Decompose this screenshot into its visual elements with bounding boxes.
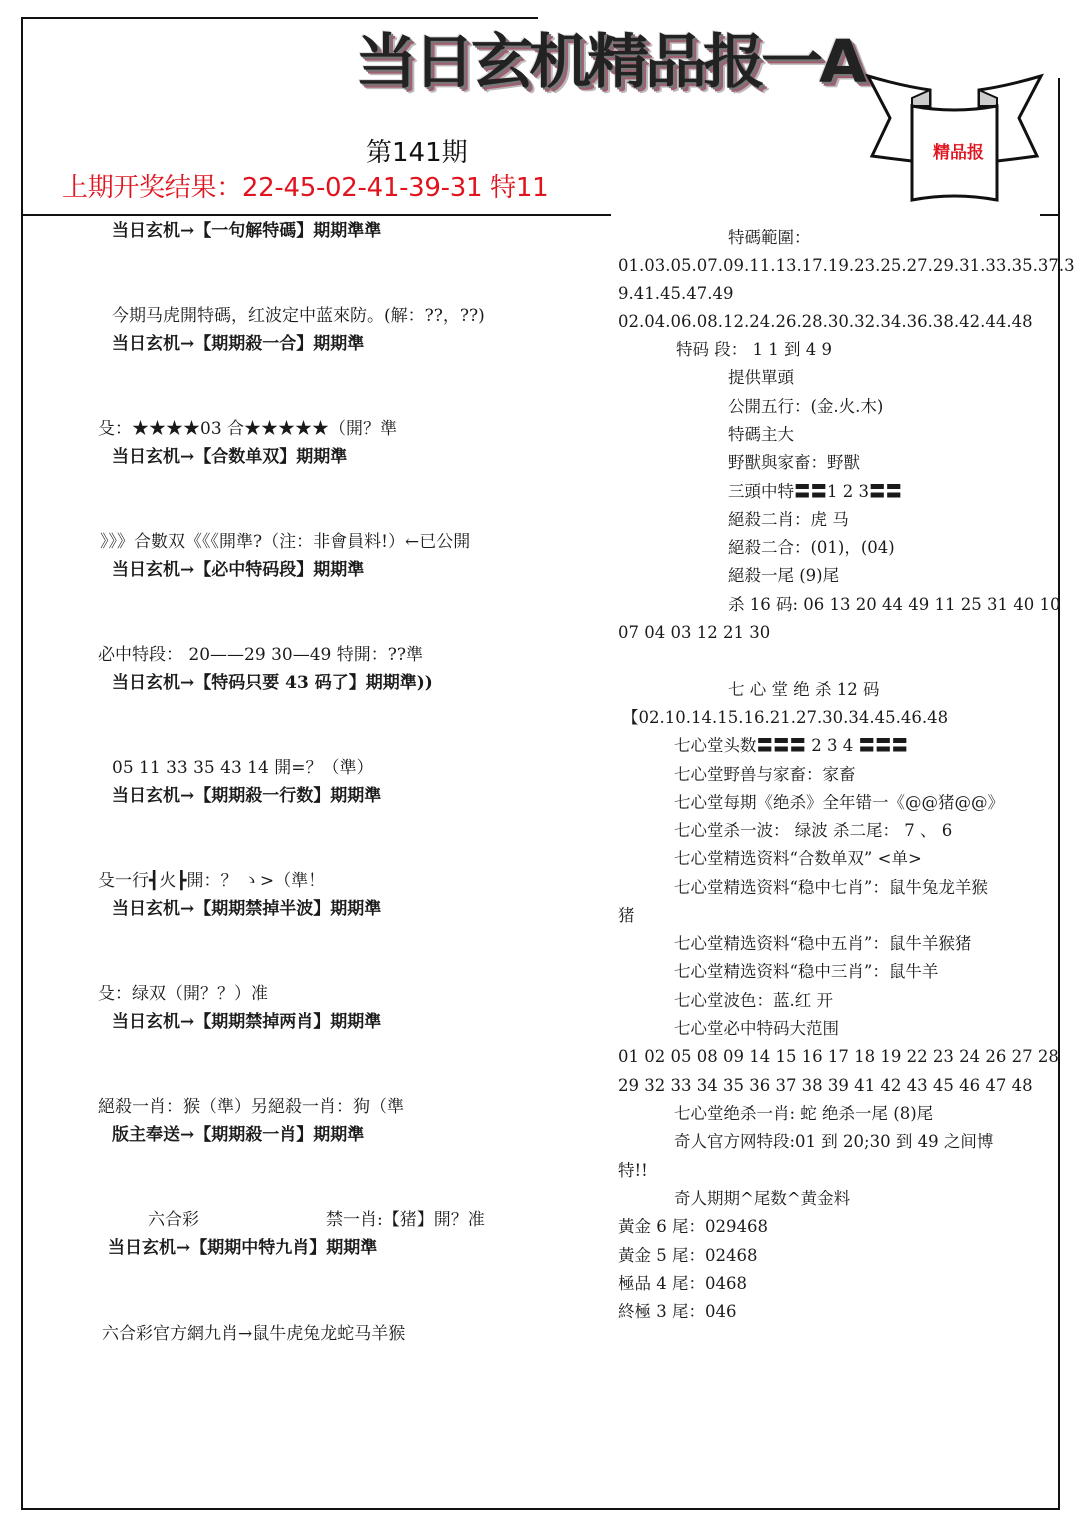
- left-text-line: 版主奉送→【期期殺一肖】期期準: [112, 1125, 365, 1145]
- left-text-line: 殳：★★★★03 合★★★★★（開？準: [98, 419, 398, 439]
- right-text-line: 奇人期期^尾数^黄金料: [674, 1189, 851, 1208]
- left-text-line: 当日玄机→【特码只要 43 码了】期期準)): [112, 673, 433, 693]
- right-text-line: 特碼範圍：: [728, 228, 811, 247]
- frame-right-border: [1058, 78, 1060, 1510]
- right-text-line: 七心堂精选资料“稳中七肖”：鼠牛兔龙羊猴: [674, 878, 988, 897]
- right-text-line: 七心堂杀一波： 绿波 杀二尾： 7 、 6: [674, 821, 953, 840]
- right-text-line: 七心堂头数〓〓〓 2 3 4 〓〓〓: [674, 736, 908, 755]
- right-text-line: 猪: [618, 906, 635, 925]
- header-divider-right: [1040, 214, 1060, 216]
- right-text-line: 杀 16 码: 06 13 20 44 49 11 25 31 40 10: [728, 595, 1061, 614]
- frame-bottom-border: [21, 1508, 1060, 1510]
- masthead-title: 当日玄机精品报一A: [355, 26, 863, 97]
- right-text-line: 絕殺一尾 (9)尾: [728, 566, 840, 585]
- right-text-line: 終極 3 尾：046: [618, 1302, 737, 1321]
- left-text-line: 禁一肖:【猪】開？准: [326, 1210, 485, 1230]
- right-text-line: 七心堂精选资料“稳中三肖”：鼠牛羊: [674, 962, 939, 981]
- right-text-line: 七心堂精选资料“稳中五肖”：鼠牛羊猴猪: [674, 934, 972, 953]
- issue-number: 第141期: [366, 138, 468, 168]
- right-text-line: 公開五行：(金.火.木): [728, 397, 884, 416]
- right-text-line: 七心堂精选资料“合数单双” <单>: [674, 849, 922, 868]
- right-text-line: 三頭中特〓〓1 2 3〓〓: [728, 482, 902, 501]
- right-text-line: 黃金 5 尾：02468: [618, 1246, 758, 1265]
- frame-left-border: [21, 17, 23, 1510]
- right-text-line: 【02.10.14.15.16.21.27.30.34.45.46.48: [622, 708, 949, 727]
- right-text-line: 07 04 03 12 21 30: [618, 623, 771, 642]
- left-text-line: 必中特段： 20——29 30—49 特開：??準: [98, 645, 423, 665]
- left-text-line: 当日玄机→【一句解特碼】期期準準: [112, 221, 382, 241]
- badge-label: 精品报: [933, 143, 984, 163]
- right-text-line: 特码 段： 1 1 到 4 9: [676, 340, 832, 359]
- right-text-line: 01 02 05 08 09 14 15 16 17 18 19 22 23 24 26 27 28: [618, 1047, 1059, 1066]
- left-text-line: 当日玄机→【期期禁掉两肖】期期準: [112, 1012, 382, 1032]
- right-text-line: 黃金 6 尾：029468: [618, 1217, 768, 1236]
- right-text-line: 02.04.06.08.12.24.26.28.30.32.34.36.38.42.44.48: [618, 312, 1033, 331]
- left-text-line: 当日玄机→【期期殺一行数】期期準: [112, 786, 382, 806]
- left-text-line: 六合彩: [148, 1210, 199, 1230]
- left-text-line: 当日玄机→【期期禁掉半波】期期準: [112, 899, 382, 919]
- right-text-line: 極品 4 尾：0468: [618, 1274, 747, 1293]
- left-text-line: 六合彩官方網九肖→鼠牛虎兔龙蛇马羊猴: [102, 1324, 406, 1344]
- right-text-line: 特碼主大: [728, 425, 794, 444]
- right-text-line: 9.41.45.47.49: [618, 284, 734, 303]
- right-text-line: 29 32 33 34 35 36 37 38 39 41 42 43 45 46 47 48: [618, 1076, 1033, 1095]
- right-text-line: 七 心 堂 绝 杀 12 码: [728, 680, 880, 699]
- header-divider: [21, 214, 611, 216]
- right-text-line: 01.03.05.07.09.11.13.17.19.23.25.27.29.31.33.35.37.3: [618, 256, 1075, 275]
- right-text-line: 絕殺二肖：虎 马: [728, 510, 849, 529]
- right-text-line: 奇人官方网特段:01 到 20;30 到 49 之间博: [674, 1132, 994, 1151]
- left-text-line: 当日玄机→【必中特码段】期期準: [112, 560, 365, 580]
- right-text-line: 七心堂绝杀一肖: 蛇 绝杀一尾 (8)尾: [674, 1104, 934, 1123]
- left-text-line: 当日玄机→【期期中特九肖】期期準: [108, 1238, 378, 1258]
- last-draw-result: 上期开奖结果：22-45-02-41-39-31 特11: [62, 173, 549, 203]
- right-text-line: 野獸與家畜：野獸: [728, 453, 860, 472]
- left-text-line: 今期马虎開特碼，红波定中蓝來防。(解：??，??): [112, 306, 485, 326]
- right-text-line: 特!!: [618, 1161, 648, 1180]
- left-text-line: 》》》合數双《《《開準?（注：非會員料!）←已公開: [100, 532, 471, 552]
- right-text-line: 提供單頭: [728, 368, 794, 387]
- left-text-line: 当日玄机→【合数单双】期期準: [112, 447, 348, 467]
- left-text-line: 殳一行┫火┣開：？ ゝ>（準！: [98, 871, 326, 891]
- left-text-line: 絕殺一肖：猴（準）另絕殺一肖：狗（準: [98, 1097, 404, 1117]
- right-text-line: 七心堂野兽与家畜：家畜: [674, 765, 856, 784]
- frame-top-border: [21, 17, 538, 19]
- right-text-line: 七心堂波色：蓝.红 开: [674, 991, 833, 1010]
- right-text-line: 七心堂必中特码大范围: [674, 1019, 839, 1038]
- left-text-line: 当日玄机→【期期殺一合】期期準: [112, 334, 365, 354]
- right-text-line: 絕殺二合：(01)，(04): [728, 538, 895, 557]
- right-text-line: 七心堂每期《绝杀》全年错一《@@猪@@》: [674, 793, 1004, 812]
- left-text-line: 05 11 33 35 43 14 開=？（準）: [112, 758, 374, 778]
- left-text-line: 殳：绿双（開？？）准: [98, 984, 268, 1004]
